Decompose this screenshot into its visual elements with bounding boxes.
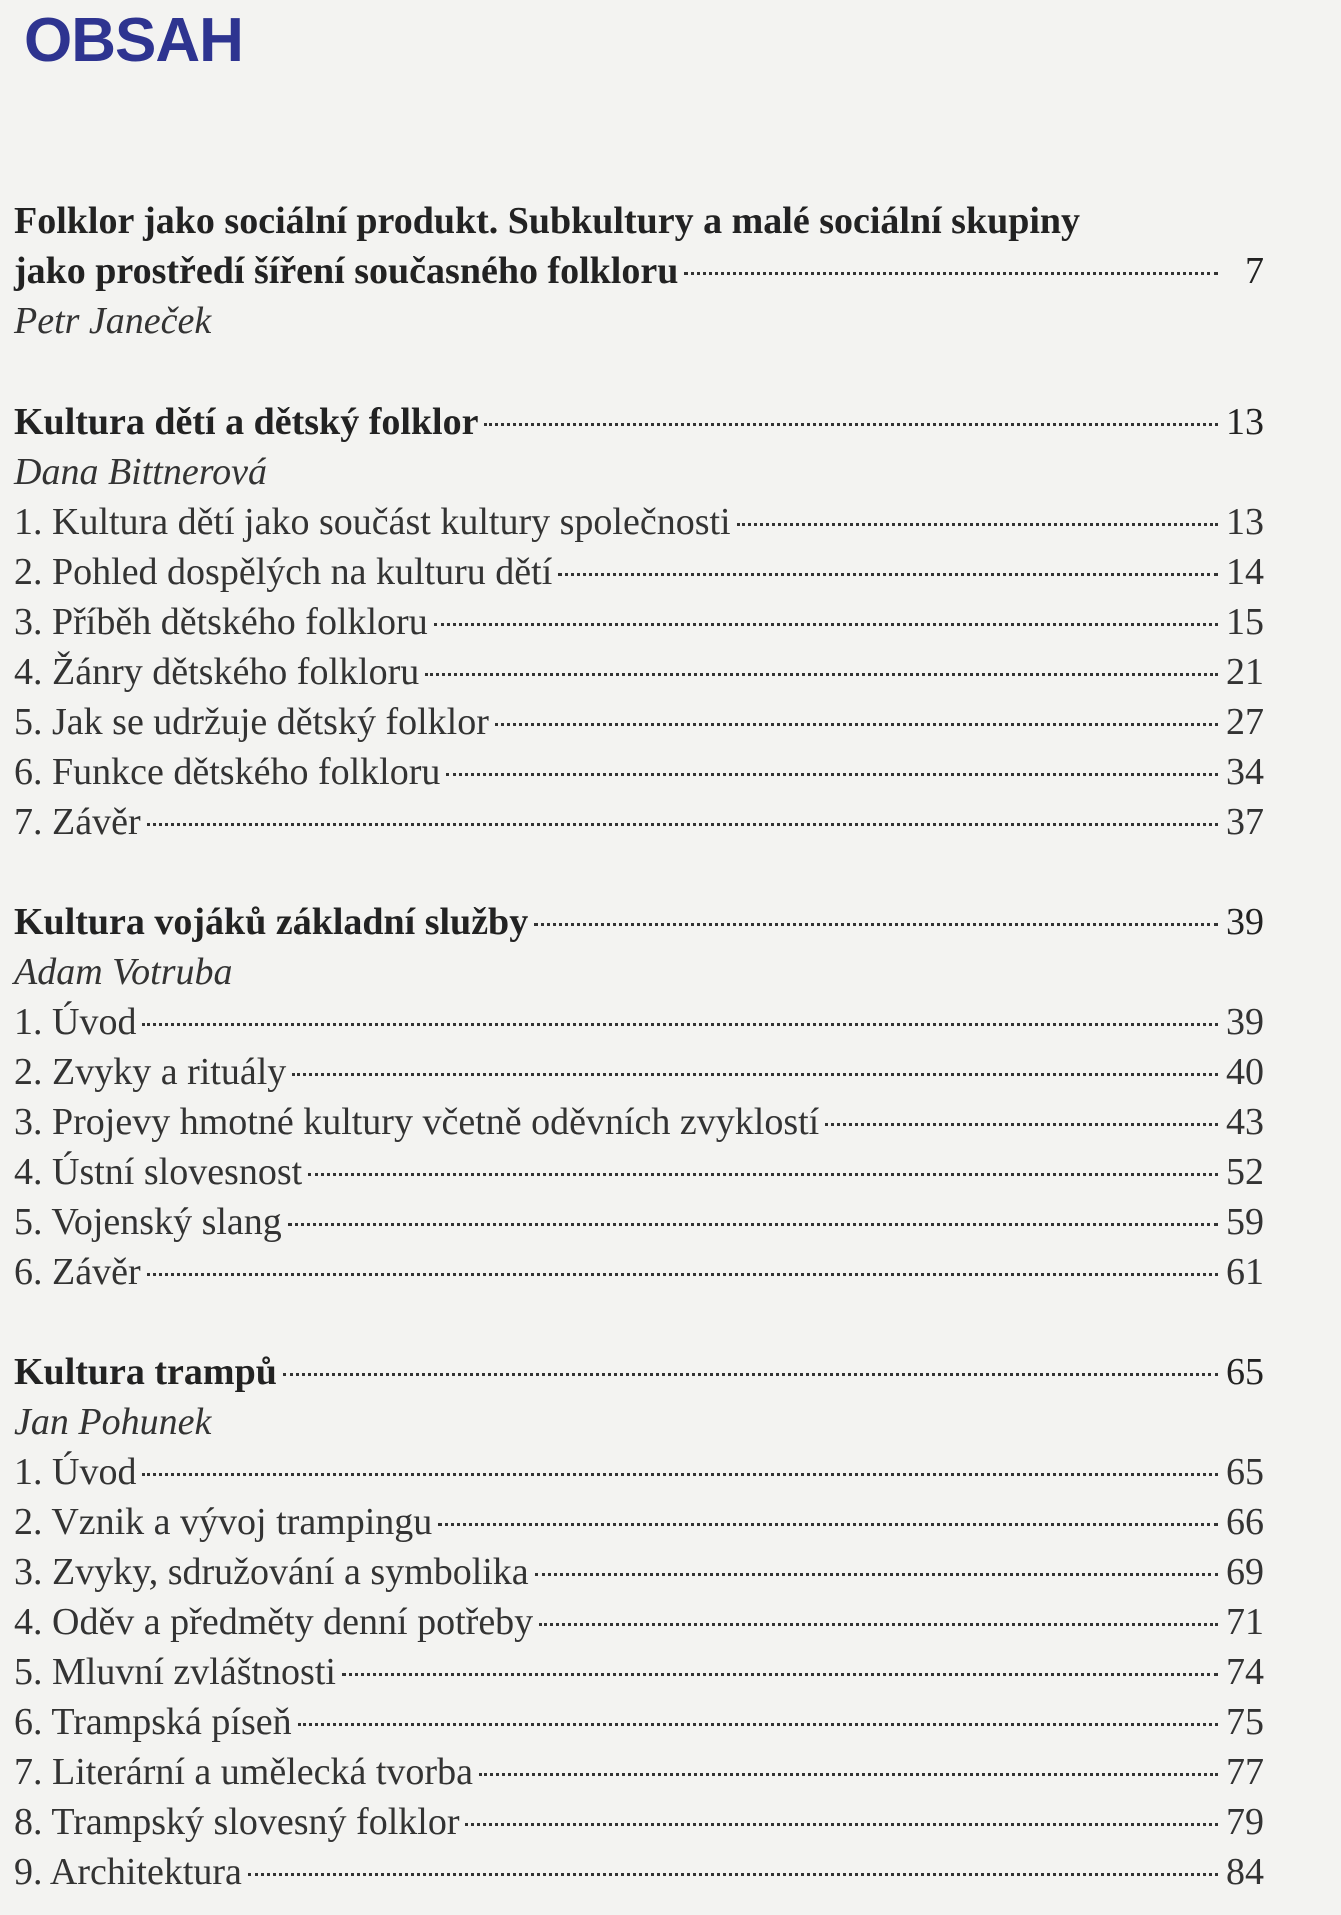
page-number: 61 bbox=[1226, 1251, 1264, 1293]
entry-label: 9. Architektura bbox=[14, 1851, 242, 1893]
toc-entry[interactable] bbox=[14, 1497, 1264, 1547]
dot-leader bbox=[248, 1873, 1218, 1876]
entry-label: 3. Zvyky, sdružování a symbolika bbox=[14, 1551, 529, 1593]
toc-entry[interactable] bbox=[14, 1697, 1264, 1747]
dot-leader bbox=[425, 673, 1218, 676]
section-author: Petr Janeček bbox=[14, 300, 212, 342]
page-number: 66 bbox=[1226, 1501, 1264, 1543]
toc-section bbox=[14, 397, 1264, 847]
entry-label: 2. Zvyky a rituály bbox=[14, 1051, 287, 1093]
page-number: 52 bbox=[1226, 1151, 1264, 1193]
dot-leader bbox=[342, 1673, 1218, 1676]
entry-label: 8. Trampský slovesný folklor bbox=[14, 1801, 460, 1843]
toc-entry[interactable] bbox=[14, 647, 1264, 697]
entry-label: 5. Vojenský slang bbox=[14, 1201, 282, 1243]
entry-label: 4. Žánry dětského folkloru bbox=[14, 651, 420, 693]
toc-entry[interactable] bbox=[14, 997, 1264, 1047]
page-number: 39 bbox=[1226, 901, 1264, 943]
entry-label: 3. Projevy hmotné kultury včetně oděvních zvyklostí bbox=[14, 1101, 820, 1143]
toc-section bbox=[14, 196, 1264, 346]
page-number: 75 bbox=[1226, 1701, 1264, 1743]
toc-entry[interactable] bbox=[14, 547, 1264, 597]
page-number: 27 bbox=[1226, 701, 1264, 743]
dot-leader bbox=[438, 1523, 1218, 1526]
entry-label: 6. Funkce dětského folkloru bbox=[14, 751, 441, 793]
dot-leader bbox=[825, 1123, 1218, 1126]
page-number: 71 bbox=[1226, 1601, 1264, 1643]
page-number: 7 bbox=[1245, 250, 1264, 292]
dot-leader bbox=[142, 1473, 1218, 1476]
section-title: Kultura dětí a dětský folklor bbox=[14, 401, 479, 443]
dot-leader bbox=[684, 272, 1218, 275]
toc-entry[interactable] bbox=[14, 1147, 1264, 1197]
entry-label: 1. Úvod bbox=[14, 1001, 137, 1043]
entry-label: 7. Závěr bbox=[14, 801, 141, 843]
entry-label: 5. Mluvní zvláštnosti bbox=[14, 1651, 336, 1693]
dot-leader bbox=[142, 1023, 1218, 1026]
page-number: 21 bbox=[1226, 651, 1264, 693]
page-number: 59 bbox=[1226, 1201, 1264, 1243]
dot-leader bbox=[737, 523, 1218, 526]
dot-leader bbox=[465, 1823, 1218, 1826]
section-title-row[interactable] bbox=[14, 397, 1264, 447]
page-number: 37 bbox=[1226, 801, 1264, 843]
toc-entry[interactable] bbox=[14, 1047, 1264, 1097]
entry-label: 6. Trampská píseň bbox=[14, 1701, 292, 1743]
dot-leader bbox=[539, 1623, 1218, 1626]
toc-section bbox=[14, 897, 1264, 1297]
dot-leader bbox=[535, 1573, 1218, 1576]
dot-leader bbox=[484, 423, 1218, 426]
dot-leader bbox=[288, 1223, 1218, 1226]
page-number: 13 bbox=[1226, 401, 1264, 443]
page-number: 34 bbox=[1226, 751, 1264, 793]
page-number: 79 bbox=[1226, 1801, 1264, 1843]
section-title: Kultura vojáků základní služby bbox=[14, 901, 529, 943]
page-number: 39 bbox=[1226, 1001, 1264, 1043]
section-title-row[interactable] bbox=[14, 897, 1264, 947]
toc-entry[interactable] bbox=[14, 1447, 1264, 1497]
section-title: Kultura trampů bbox=[14, 1351, 277, 1393]
entry-label: 6. Závěr bbox=[14, 1251, 141, 1293]
toc-entry[interactable] bbox=[14, 1247, 1264, 1297]
page-number: 15 bbox=[1226, 601, 1264, 643]
section-title-line1: Folklor jako sociální produkt. Subkultury a malé sociální skupiny bbox=[14, 200, 1081, 242]
toc-entry[interactable] bbox=[14, 797, 1264, 847]
dot-leader bbox=[558, 573, 1218, 576]
entry-label: 3. Příběh dětského folkloru bbox=[14, 601, 428, 643]
toc-entry[interactable] bbox=[14, 497, 1264, 547]
dot-leader bbox=[308, 1173, 1218, 1176]
entry-label: 1. Kultura dětí jako součást kultury společnosti bbox=[14, 501, 731, 543]
page-heading: OBSAH bbox=[24, 6, 243, 75]
dot-leader bbox=[292, 1073, 1218, 1076]
section-title-row[interactable] bbox=[14, 246, 1264, 296]
toc-entry[interactable] bbox=[14, 697, 1264, 747]
dot-leader bbox=[479, 1773, 1218, 1776]
dot-leader bbox=[534, 923, 1218, 926]
dot-leader bbox=[283, 1373, 1218, 1376]
entry-label: 4. Oděv a předměty denní potřeby bbox=[14, 1601, 534, 1643]
toc-section bbox=[14, 1347, 1264, 1897]
page-number: 40 bbox=[1226, 1051, 1264, 1093]
toc-entry[interactable] bbox=[14, 1097, 1264, 1147]
section-author: Jan Pohunek bbox=[14, 1401, 212, 1443]
section-title-row[interactable] bbox=[14, 1347, 1264, 1397]
dot-leader bbox=[147, 823, 1218, 826]
entry-label: 2. Vznik a vývoj trampingu bbox=[14, 1501, 433, 1543]
toc-entry[interactable] bbox=[14, 747, 1264, 797]
page-number: 77 bbox=[1226, 1751, 1264, 1793]
dot-leader bbox=[495, 723, 1218, 726]
page-number: 69 bbox=[1226, 1551, 1264, 1593]
section-title: jako prostředí šíření současného folkloru bbox=[14, 250, 679, 292]
entry-label: 2. Pohled dospělých na kulturu dětí bbox=[14, 551, 553, 593]
page-number: 14 bbox=[1226, 551, 1264, 593]
section-author: Adam Votruba bbox=[14, 951, 233, 993]
page-number: 13 bbox=[1226, 501, 1264, 543]
toc-entry[interactable] bbox=[14, 1797, 1264, 1847]
entry-label: 1. Úvod bbox=[14, 1451, 137, 1493]
page-number: 43 bbox=[1226, 1101, 1264, 1143]
toc-entry[interactable] bbox=[14, 1597, 1264, 1647]
toc-entry[interactable] bbox=[14, 1197, 1264, 1247]
toc-entry[interactable] bbox=[14, 597, 1264, 647]
page-number: 74 bbox=[1226, 1651, 1264, 1693]
toc-entry[interactable] bbox=[14, 1547, 1264, 1597]
toc-entry[interactable] bbox=[14, 1747, 1264, 1797]
entry-label: 4. Ústní slovesnost bbox=[14, 1151, 303, 1193]
dot-leader bbox=[434, 623, 1218, 626]
entry-label: 5. Jak se udržuje dětský folklor bbox=[14, 701, 489, 743]
section-author: Dana Bittnerová bbox=[14, 451, 267, 493]
dot-leader bbox=[446, 773, 1218, 776]
page-number: 84 bbox=[1226, 1851, 1264, 1893]
entry-label: 7. Literární a umělecká tvorba bbox=[14, 1751, 473, 1793]
dot-leader bbox=[147, 1273, 1218, 1276]
toc-entry[interactable] bbox=[14, 1647, 1264, 1697]
toc-entry[interactable] bbox=[14, 1847, 1264, 1897]
page-number: 65 bbox=[1226, 1451, 1264, 1493]
page-number: 65 bbox=[1226, 1351, 1264, 1393]
dot-leader bbox=[298, 1723, 1218, 1726]
table-of-contents bbox=[14, 196, 1264, 1897]
